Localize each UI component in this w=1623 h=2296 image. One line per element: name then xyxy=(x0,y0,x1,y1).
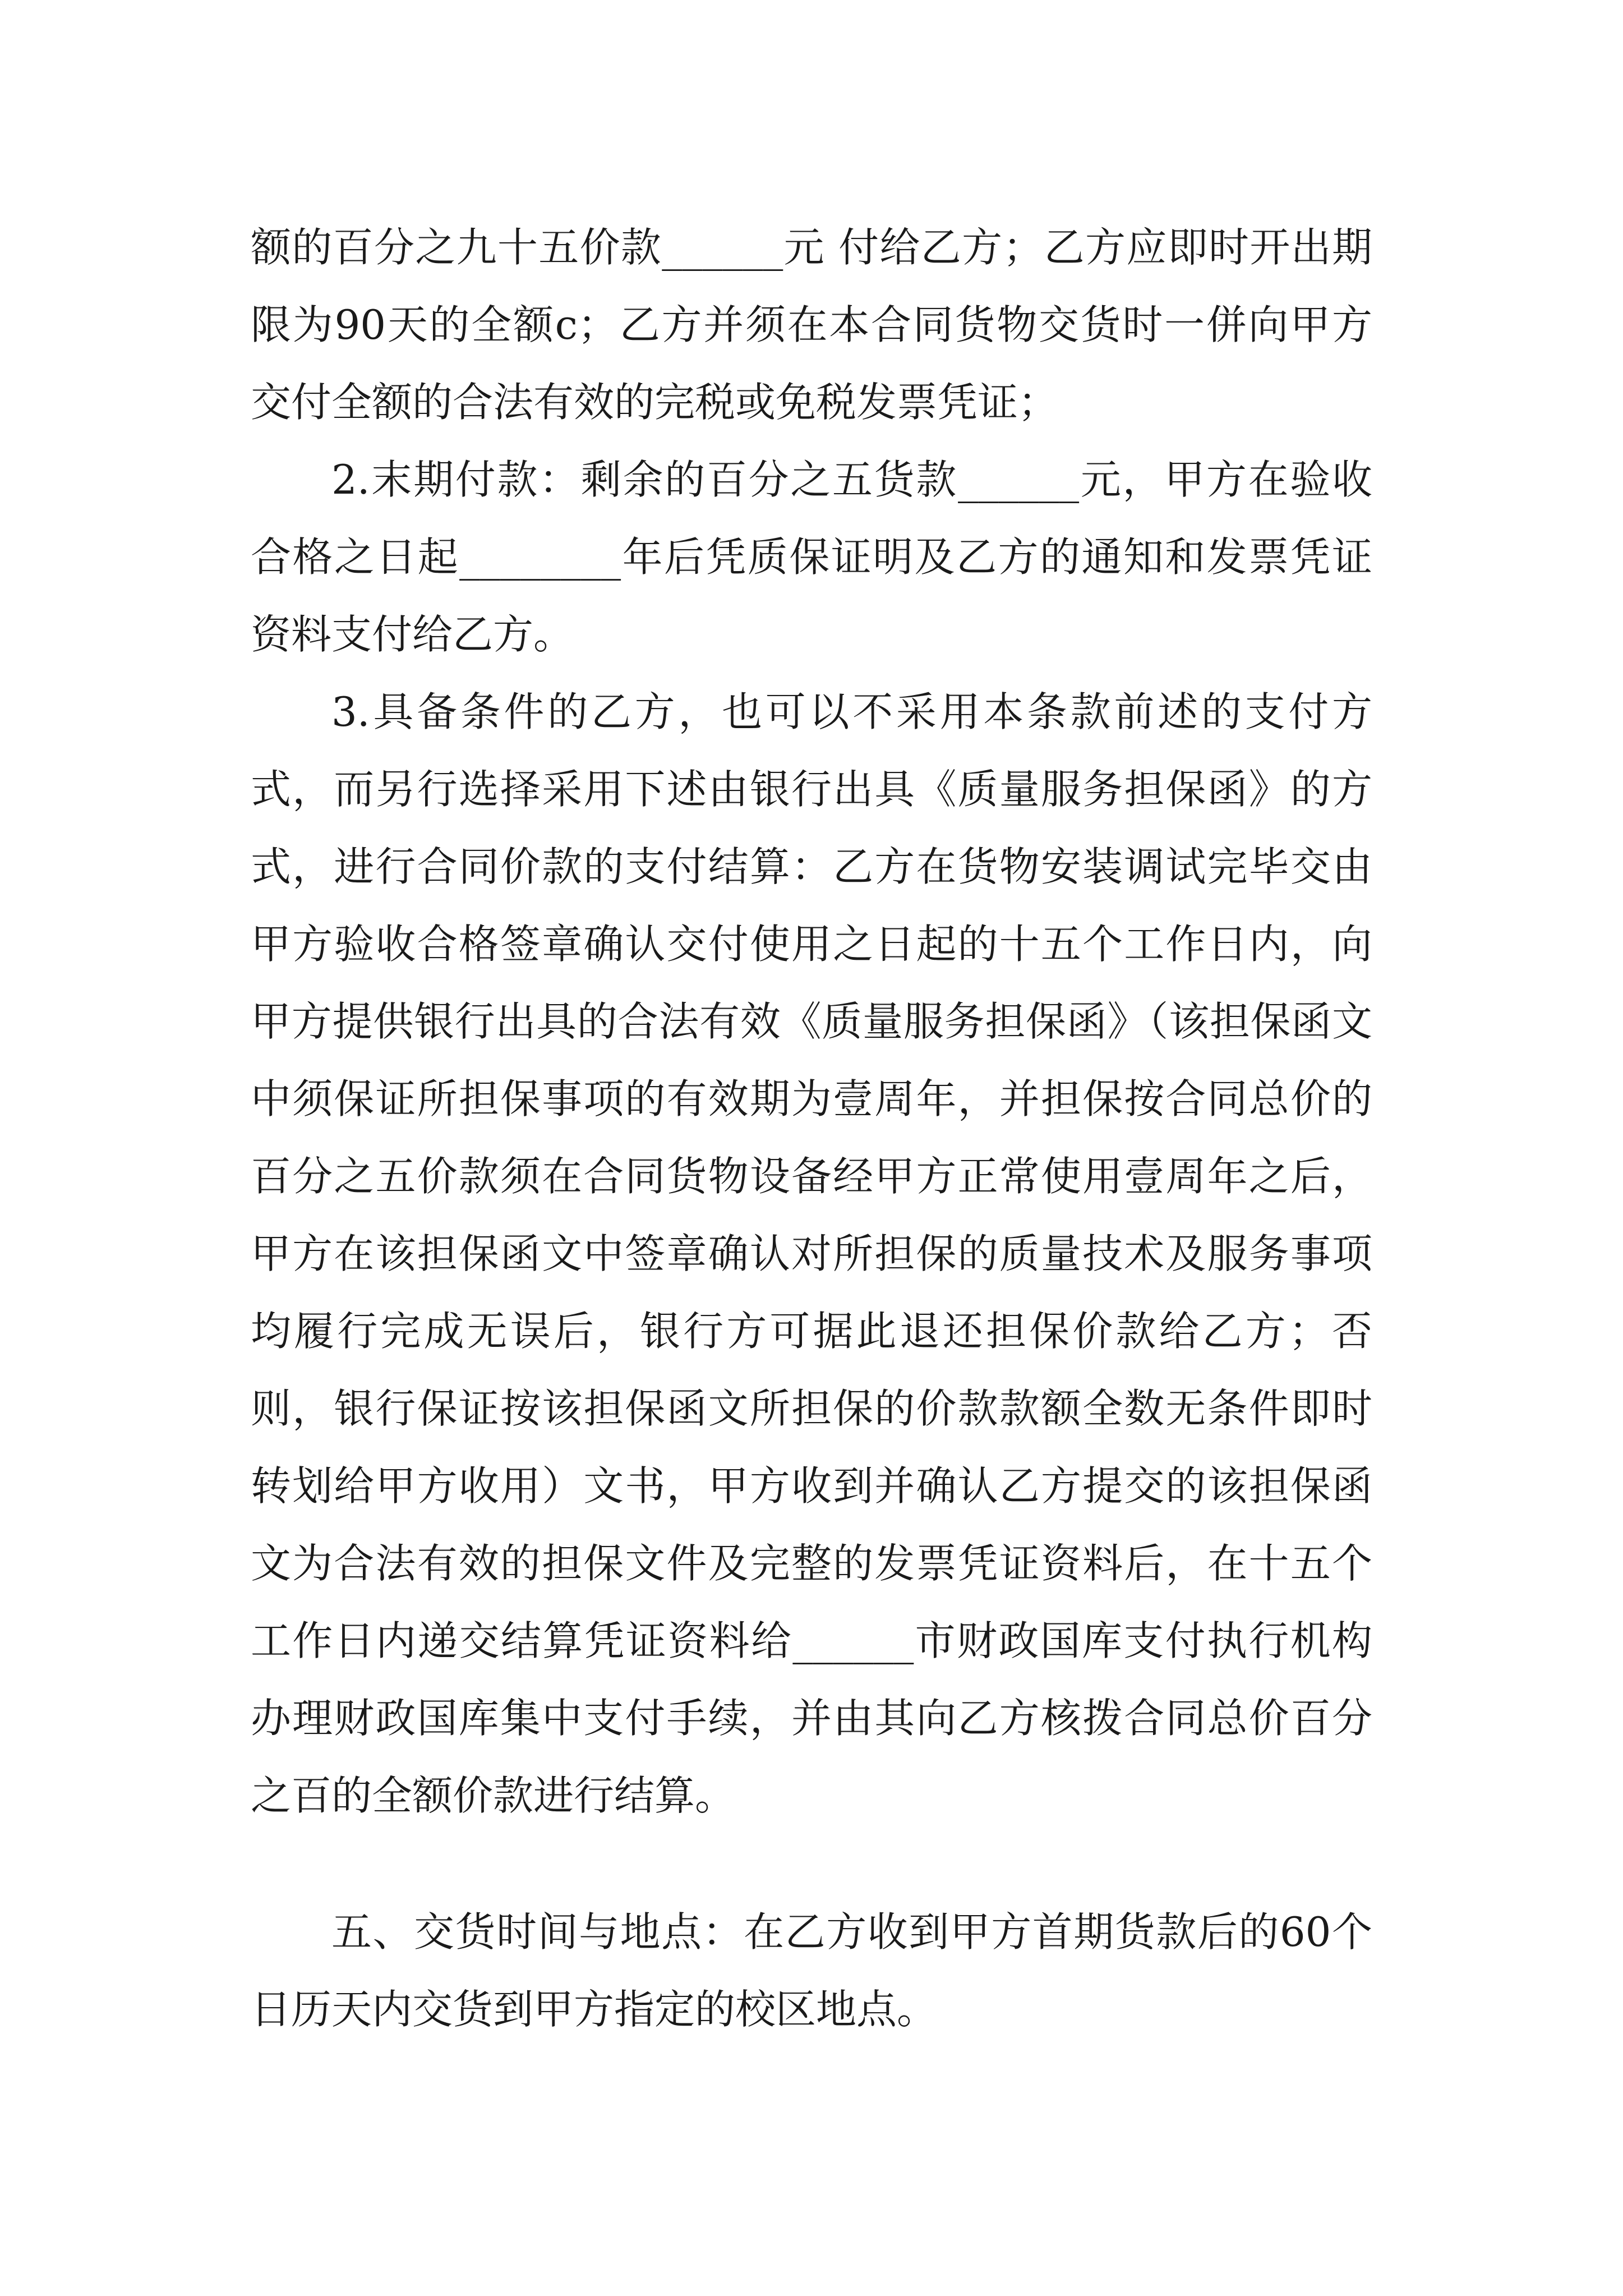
paragraph-text: 3.具备条件的乙方，也可以不采用本条款前述的支付方式，而另行选择采用下述由银行出具《质量服务担保函》的方式，进行合同价款的支付结算：乙方在货物安装调试完毕交由甲方验收合格签章确认交付使用之日起的十五个工作日内，向甲方提供银行出具的合法有效《质量服务担保函》（该担保函文中须保证所担保事项的有效期为壹周年，并担保按合同总价的百分之五价款须在合同货物设备经甲方正常使用壹周年之后，甲方在该担保函文中签章确认对所担保的质量技术及服务事项均履行完成无误后，银行方可据此退还担保价款给乙方；否则，银行保证按该担保函文所担保的价款款额全数无条件即时转划给甲方收用）文书，甲方收到并确认乙方提交的该担保函文为合法有效的担保文件及完整的发票凭证资料后，在十五个工作日内递交结算凭证资料给______市财政国库支付执行机构办理财政国库集中支付手续，并由其向乙方核拨合同总价百分之百的全额价款进行结算。 xyxy=(251,688,1372,1819)
paragraph-final-payment xyxy=(251,441,1372,673)
paragraph-text: 五、交货时间与地点：在乙方收到甲方首期货款后的60个日历天内交货到甲方指定的校区地点。 xyxy=(251,1908,1372,2033)
paragraph-alternative-payment xyxy=(251,673,1372,1834)
paragraph-delivery-time-place xyxy=(251,1893,1372,2048)
paragraph-text: 额的百分之九十五价款______元 付给乙方；乙方应即时开出期限为90天的全额c；乙方并须在本合同货物交货时一併向甲方交付全额的合法有效的完税或免税发票凭证； xyxy=(251,224,1372,426)
paragraph-payment-continued xyxy=(251,209,1372,441)
paragraph-text: 2.末期付款：剩余的百分之五货款______元，甲方在验收合格之日起________年后凭质保证明及乙方的通知和发票凭证资料支付给乙方。 xyxy=(251,456,1372,658)
